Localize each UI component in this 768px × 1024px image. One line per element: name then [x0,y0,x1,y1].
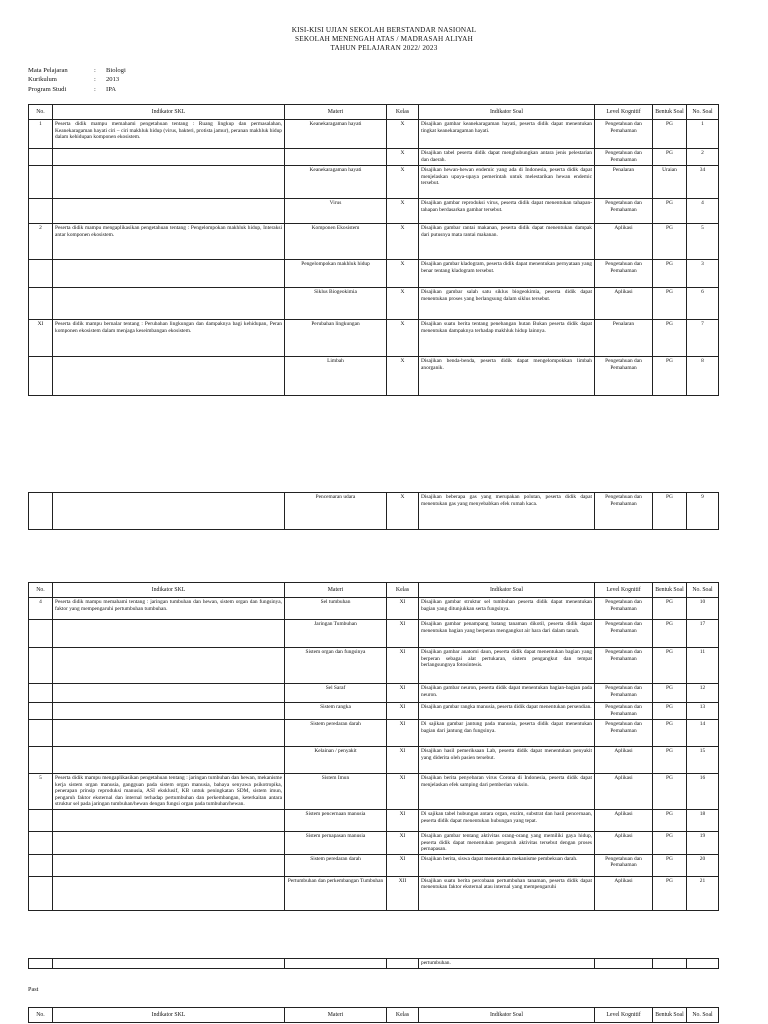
cell-indikator-soal: Disajikan suatu berita tentang penebangan hutan Bukan peserta didik dapat menentukan dampaknya terhadap makhluk hidup lainnya. [419,320,595,357]
cell-indikator-soal: Disajikan gambar kladogram, peserta didik dapat menentukan pernyataan yang benar tentang kladogram tersebut. [419,260,595,288]
cell-bentuk-soal: PG [653,620,687,648]
cell-indikator-skl [53,876,285,910]
meta-info [28,66,126,94]
cell-kelas: XII [387,876,419,910]
cell-no-soal: 6 [687,288,719,320]
cell-no [29,648,53,684]
footnote-label: Past [28,986,39,993]
cell-level-kognitif: Pengetahuan dan Pemahaman [595,620,653,648]
cell-indikator-soal: Disajikan beberapa gas yang merupakan polutan, peserta didik dapat menentukan gas yang menyebabkan efek rumah kaca. [419,493,595,530]
cell-no-soal: 9 [687,493,719,530]
cell-materi: Sistem organ dan fungsinya [285,648,387,684]
meta-colon: : [94,85,96,93]
cell-indikator-skl [53,199,285,224]
col-level-kognitif: Level Kognitif [595,583,653,598]
cell-indikator-skl [53,149,285,166]
meta-row [28,85,126,94]
cell-kelas: XI [387,648,419,684]
table-row [29,120,719,149]
cell-materi: Sistem pencernaan manusia [285,809,387,831]
document-header [0,26,768,53]
cell-level-kognitif: Pengetahuan dan Pemahaman [595,720,653,747]
cell-no-soal: 11 [687,648,719,684]
cell-no [29,684,53,703]
cell-indikator-skl [53,684,285,703]
cell-no [29,720,53,747]
cell-kelas: X [387,166,419,199]
cell-indikator-skl: Peserta didik mampu memahami tentang : jaringan tumbuhan dan hewan, sistem organ dan fungsinya, faktor yang mempengaruhi pertumbuhan tumbuhan. [53,598,285,620]
table-row [29,809,719,831]
cell-bentuk-soal: PG [653,831,687,854]
col-kelas: Kelas [387,583,419,598]
col-indikator-skl: Indikator SKL [53,583,285,598]
meta-colon: : [94,76,96,84]
cell-materi: Pengelompokan makhluk hidup [285,260,387,288]
cell-materi: Sistem peredaran darah [285,854,387,876]
cell-materi: Sistem pernapasan manusia [285,831,387,854]
cell-indikator-soal: Disajikan berita penyebaran virus Corona di Indonesia, peserta didik dapat menjelaskan efek samping dari pemberian vaksin. [419,774,595,810]
col-no-soal: No. Soal [687,583,719,598]
table-row [29,199,719,224]
col-bentuk-soal: Bentuk Soal [653,105,687,120]
col-level-kognitif: Level Kognitif [595,1008,653,1023]
table-row [29,224,719,260]
meta-key: Kurikulum [28,76,57,84]
cell-no: 5 [29,774,53,810]
cell-bentuk-soal: PG [653,774,687,810]
cell-kelas: XI [387,774,419,810]
cell-bentuk-soal: PG [653,703,687,720]
cell-bentuk-soal: PG [653,720,687,747]
cell-bentuk-soal: Uraian [653,166,687,199]
cell-kelas [387,959,419,969]
cell-no-soal: 5 [687,224,719,260]
cell-no: XI [29,320,53,357]
cell-indikator-skl [53,831,285,854]
cell-indikator-skl [53,703,285,720]
kisi-table-1 [28,104,719,396]
table-row [29,959,719,969]
cell-level-kognitif: Pengetahuan dan Pemahaman [595,493,653,530]
cell-no [29,703,53,720]
table-body [29,598,719,911]
cell-indikator-skl [53,747,285,774]
cell-no [29,149,53,166]
cell-no [29,493,53,530]
cell-indikator-soal: Disajikan gambar keanekaragaman hayati, peserta didik dapat menentukan tingkat keanekaragaman hayati. [419,120,595,149]
meta-value: Biologi [106,67,126,74]
cell-bentuk-soal: PG [653,809,687,831]
cell-kelas: XI [387,854,419,876]
cell-indikator-skl: Peserta didik mampu mengaplikasikan pengetahuan tentang : jaringan tumbuhan dan hewan, mekanisme kerja sistem organ manusia, gangguan pada sistem organ manusia, bahaya senyawa psikotropika, penerapan prinsip reproduksi manusia, ASI eksklusif, KB untuk peningkatan SDM, sistem imun, pengaruh faktor eksternal dan internal terhadap pertumbuhan dan perkembangan, keterkaitan antara struktur sel pada jaringan tumbuhan/hewan dengan fungsi organ pada tumbuhan/hewan. [53,774,285,810]
cell-materi: Sistem peredaran darah [285,720,387,747]
cell-indikator-soal: Disajikan suatu berita percobaan pertumbuhan tanaman, peserta didik dapat menentukan faktor eksternal atau internal yang mempengaruhi [419,876,595,910]
table-header [29,105,719,120]
col-kelas: Kelas [387,1008,419,1023]
cell-indikator-soal: Disajikan gambar neuron, peserta didik dapat menentukan bagian-bagian pada neuron. [419,684,595,703]
cell-bentuk-soal: PG [653,876,687,910]
table-row [29,648,719,684]
cell-level-kognitif: Pengetahuan dan Pemahaman [595,703,653,720]
cell-level-kognitif: Pengetahuan dan Pemahaman [595,357,653,396]
meta-value: 2013 [106,76,120,84]
cell-kelas: X [387,224,419,260]
col-kelas: Kelas [387,105,419,120]
cell-level-kognitif: Aplikasi [595,831,653,854]
cell-indikator-soal: Disajikan gambar tentang aktivitas orang-orang yang memiliki gaya hidup, peserta didik dapat menentukan pengaruh aktivitas tersebut dengan proses pernapasan. [419,831,595,854]
cell-kelas: X [387,199,419,224]
cell-level-kognitif: Penalaran [595,320,653,357]
kisi-table-3 [28,582,719,911]
cell-indikator-soal: Disajikan hewan-hewan endemic yang ada di Indonesia, peserta didik dapat menjelaskan upaya-upaya pemerintah untuk melestarikan hewan endemic tersebut. [419,166,595,199]
cell-no-soal: 15 [687,747,719,774]
cell-level-kognitif: Aplikasi [595,774,653,810]
cell-kelas: XI [387,809,419,831]
cell-no-soal: 19 [687,831,719,854]
cell-indikator-skl [53,260,285,288]
cell-materi: Sistem Imun [285,774,387,810]
cell-no [29,199,53,224]
cell-indikator-skl [53,357,285,396]
cell-no-soal: 13 [687,703,719,720]
cell-no-soal: 20 [687,854,719,876]
cell-no [29,876,53,910]
table-row [29,357,719,396]
cell-no-soal: 14 [687,720,719,747]
col-materi: Materi [285,105,387,120]
col-indikator-soal: Indikator Soal [419,1008,595,1023]
col-bentuk-soal: Bentuk Soal [653,583,687,598]
meta-row [28,75,126,84]
cell-bentuk-soal: PG [653,854,687,876]
cell-kelas: X [387,357,419,396]
kisi-table-2 [28,492,719,530]
meta-key: Program Studi [28,85,67,93]
kisi-table-5 [28,1007,719,1023]
cell-bentuk-soal: PG [653,288,687,320]
cell-indikator-soal: Disajikan gambar rantai makanan, peserta didik dapat menentukan dampak dari putusnya mata rantai makanan. [419,224,595,260]
cell-indikator-soal: Disajikan tabel peserta didik dapat menghubungkan antara jenis pelestarian dan daerah. [419,149,595,166]
cell-no-soal: 17 [687,620,719,648]
cell-level-kognitif: Aplikasi [595,224,653,260]
table-body [29,493,719,530]
cell-indikator-skl [53,166,285,199]
cell-materi [285,959,387,969]
cell-kelas: X [387,493,419,530]
cell-kelas: X [387,260,419,288]
cell-indikator-soal: Disajikan gambar anatomi daun, peserta didik dapat menentukan bagian yang berperan sebagai alat pertukaran, sistem pengangkut dan tempat berlangsungnya fotosintesis. [419,648,595,684]
col-materi: Materi [285,1008,387,1023]
cell-materi: Siklus Biogeokimia [285,288,387,320]
cell-indikator-skl [53,620,285,648]
table-row [29,493,719,530]
cell-level-kognitif: Pengetahuan dan Pemahaman [595,648,653,684]
cell-level-kognitif: Pengetahuan dan Pemahaman [595,199,653,224]
cell-materi: Jaringan Tumbuhan [285,620,387,648]
cell-no [29,620,53,648]
meta-colon: : [94,67,96,74]
cell-indikator-soal: Disajikan hasil pemeriksaan Lab, peserta didik dapat menentukan penyakit yang diderita oleh pasien tersebut. [419,747,595,774]
cell-skl [53,959,285,969]
header-year: TAHUN PELAJARAN 2022/ 2023 [330,44,438,52]
cell-bentuk-soal: PG [653,357,687,396]
cell-bentuk-soal: PG [653,747,687,774]
cell-indikator-skl: Peserta didik mampu mengaplikasikan pengetahuan tentang : Pengelompokan makhluk hidup, Interaksi antar komponen ekosistem. [53,224,285,260]
col-no: No. [29,1008,53,1023]
cell-no-soal: 34 [687,166,719,199]
cell-no [29,747,53,774]
table-row [29,876,719,910]
cell-bentuk-soal: PG [653,684,687,703]
col-materi: Materi [285,583,387,598]
cell-no-soal: 7 [687,320,719,357]
cell-kelas: X [387,120,419,149]
cell-indikator-skl: Peserta didik mampu bernalar tentang : Perubahan lingkungan dan dampaknya bagi kehidupan, Peran komponen ekosistem dalam menjaga keseimbangan ekosistem. [53,320,285,357]
cell-materi: Sistem rangka [285,703,387,720]
cell-bentuk-soal: PG [653,648,687,684]
cell-bentuk-soal: PG [653,260,687,288]
cell-indikator-soal: Di sajikan tabel hubungan antara organ, enzim, substrat dan hasil pencernaan, peserta didik dapat menentukan hubungan yang tepat. [419,809,595,831]
cell-bentuk [653,959,687,969]
table-row [29,149,719,166]
table-body [29,959,719,969]
col-no-soal: No. Soal [687,1008,719,1023]
table-row [29,260,719,288]
cell-no-soal: 16 [687,774,719,810]
table-header [29,583,719,598]
cell-bentuk-soal: PG [653,493,687,530]
cell-no [29,831,53,854]
cell-bentuk-soal: PG [653,320,687,357]
cell-no [29,288,53,320]
cell-level-kognitif: Pengetahuan dan Pemahaman [595,854,653,876]
cell-materi: Virus [285,199,387,224]
cell-indikator-skl [53,854,285,876]
cell-no-soal: 12 [687,684,719,703]
cell-indikator-skl: Peserta didik mampu memahami pengetahuan tentang : Ruang lingkup dan permasalahan, Keanekaragaman hayati ciri – ciri makhluk hidup (virus, bakteri, protista jamur), peranan makhluk hidup dalam kehidupan komponen ekosistem. [53,120,285,149]
table-row [29,620,719,648]
table-row [29,166,719,199]
table-row [29,774,719,810]
cell-indikator-soal: Di sajikan gambar jantung pada manusia, peserta didik dapat menentukan bagian dari jantung dan fungsinya. [419,720,595,747]
cell-level-kognitif: Aplikasi [595,809,653,831]
cell-no: 1 [29,120,53,149]
cell-no-soal: 3 [687,260,719,288]
cell-materi: Sel Saraf [285,684,387,703]
table-row [29,703,719,720]
cell-kelas: XI [387,747,419,774]
cell-no-soal: 21 [687,876,719,910]
cell-bentuk-soal: PG [653,199,687,224]
cell-materi: Pertumbuhan dan perkembangan Tumbuhan [285,876,387,910]
cell-level-kognitif: Pengetahuan dan Pemahaman [595,260,653,288]
header-title: KISI-KISI UJIAN SEKOLAH BERSTANDAR NASIONAL [291,26,477,34]
cell-kelas: X [387,288,419,320]
cell-nosoal [687,959,719,969]
cell-indikator-skl [53,809,285,831]
cell-kelas: XI [387,831,419,854]
col-level-kognitif: Level Kognitif [595,105,653,120]
cell-materi: Komponen Ekosistem [285,224,387,260]
table-row [29,831,719,854]
cell-indikator-soal: Disajikan gambar salah satu siklus biogeokimia, peserta didik dapat menentukan proses yang berlangsung dalam siklus tersebut. [419,288,595,320]
table-row [29,598,719,620]
table-body [29,120,719,396]
cell-no-soal: 10 [687,598,719,620]
cell-kelas: XI [387,598,419,620]
cell-kelas: XI [387,620,419,648]
col-indikator-soal: Indikator Soal [419,105,595,120]
cell-materi: Sel tumbuhan [285,598,387,620]
header-school: SEKOLAH MENENGAH ATAS / MADRASAH ALIYAH [295,35,473,43]
cell-kelas: XI [387,720,419,747]
cell-indikator: pertumbuhan. [419,959,595,969]
cell-indikator-skl [53,648,285,684]
table-row [29,854,719,876]
cell-level [595,959,653,969]
cell-no [29,260,53,288]
cell-indikator-skl [53,493,285,530]
cell-no: 2 [29,224,53,260]
cell-materi: Keanekaragaman hayati [285,166,387,199]
table-row [29,288,719,320]
cell-level-kognitif: Penalaran [595,166,653,199]
table-header [29,1008,719,1023]
cell-level-kognitif: Pengetahuan dan Pemahaman [595,120,653,149]
col-indikator-soal: Indikator Soal [419,583,595,598]
table-row [29,747,719,774]
cell-bentuk-soal: PG [653,120,687,149]
cell-materi: Keanekaragaman hayati [285,120,387,149]
cell-level-kognitif: Pengetahuan dan Pemahaman [595,684,653,703]
cell-no-soal: 1 [687,120,719,149]
cell-level-kognitif: Aplikasi [595,876,653,910]
cell-no-soal: 8 [687,357,719,396]
cell-level-kognitif: Pengetahuan dan Pemahaman [595,598,653,620]
cell-no [29,166,53,199]
cell-materi: Pencemaran udara [285,493,387,530]
meta-row [28,66,126,75]
cell-no [29,809,53,831]
col-indikator-skl: Indikator SKL [53,1008,285,1023]
cell-bentuk-soal: PG [653,224,687,260]
cell-kelas: X [387,149,419,166]
kisi-table-continuation [28,958,719,969]
cell-no-soal: 2 [687,149,719,166]
cell-level-kognitif: Pengetahuan dan Pemahaman [595,149,653,166]
cell-bentuk-soal: PG [653,149,687,166]
meta-key: Mata Pelajaran [28,67,68,74]
cell-no: 4 [29,598,53,620]
cell-indikator-soal: Disajikan benda-benda, peserta didik dapat mengelompokkan limbah anorganik. [419,357,595,396]
cell-indikator-soal: Disajikan gambar reproduksi virus, peserta didik dapat menentukan tahapan-tahapan berdasarkan gambar tersebut. [419,199,595,224]
meta-value: IPA [106,85,117,93]
col-bentuk-soal: Bentuk Soal [653,1008,687,1023]
cell-materi [285,149,387,166]
cell-materi: Kelainan / penyakit [285,747,387,774]
col-indikator-skl: Indikator SKL [53,105,285,120]
cell-indikator-soal: Disajikan gambar rangka manusia, peserta didik dapat menentukan persendian. [419,703,595,720]
cell-indikator-skl [53,720,285,747]
cell-kelas: XI [387,703,419,720]
cell-level-kognitif: Aplikasi [595,288,653,320]
cell-materi: Limbah [285,357,387,396]
col-no-soal: No. Soal [687,105,719,120]
col-no: No. [29,105,53,120]
cell-no-soal: 4 [687,199,719,224]
cell-indikator-skl [53,288,285,320]
cell-indikator-soal: Disajikan gambar struktur sel tumbuhan peserta didik dapat menentukan bagian yang ditunjukkan serta fungsinya. [419,598,595,620]
cell-no [29,854,53,876]
table-row [29,720,719,747]
cell-no [29,357,53,396]
cell-bentuk-soal: PG [653,598,687,620]
table-row [29,320,719,357]
col-no: No. [29,583,53,598]
table-row [29,684,719,703]
cell-level-kognitif: Aplikasi [595,747,653,774]
cell-kelas: X [387,320,419,357]
cell-no-soal: 18 [687,809,719,831]
cell-kelas: XI [387,684,419,703]
cell-materi: Perubahan lingkungan [285,320,387,357]
cell-no [29,959,53,969]
cell-indikator-soal: Disajikan gambar penampang batang tanaman dikotil, peserta didik dapat menentukan bagian yang berperan mengangkut air hara dari dalam tanah. [419,620,595,648]
cell-indikator-soal: Disajikan berita, siswa dapat menentukan mekanisme pembekuan darah. [419,854,595,876]
